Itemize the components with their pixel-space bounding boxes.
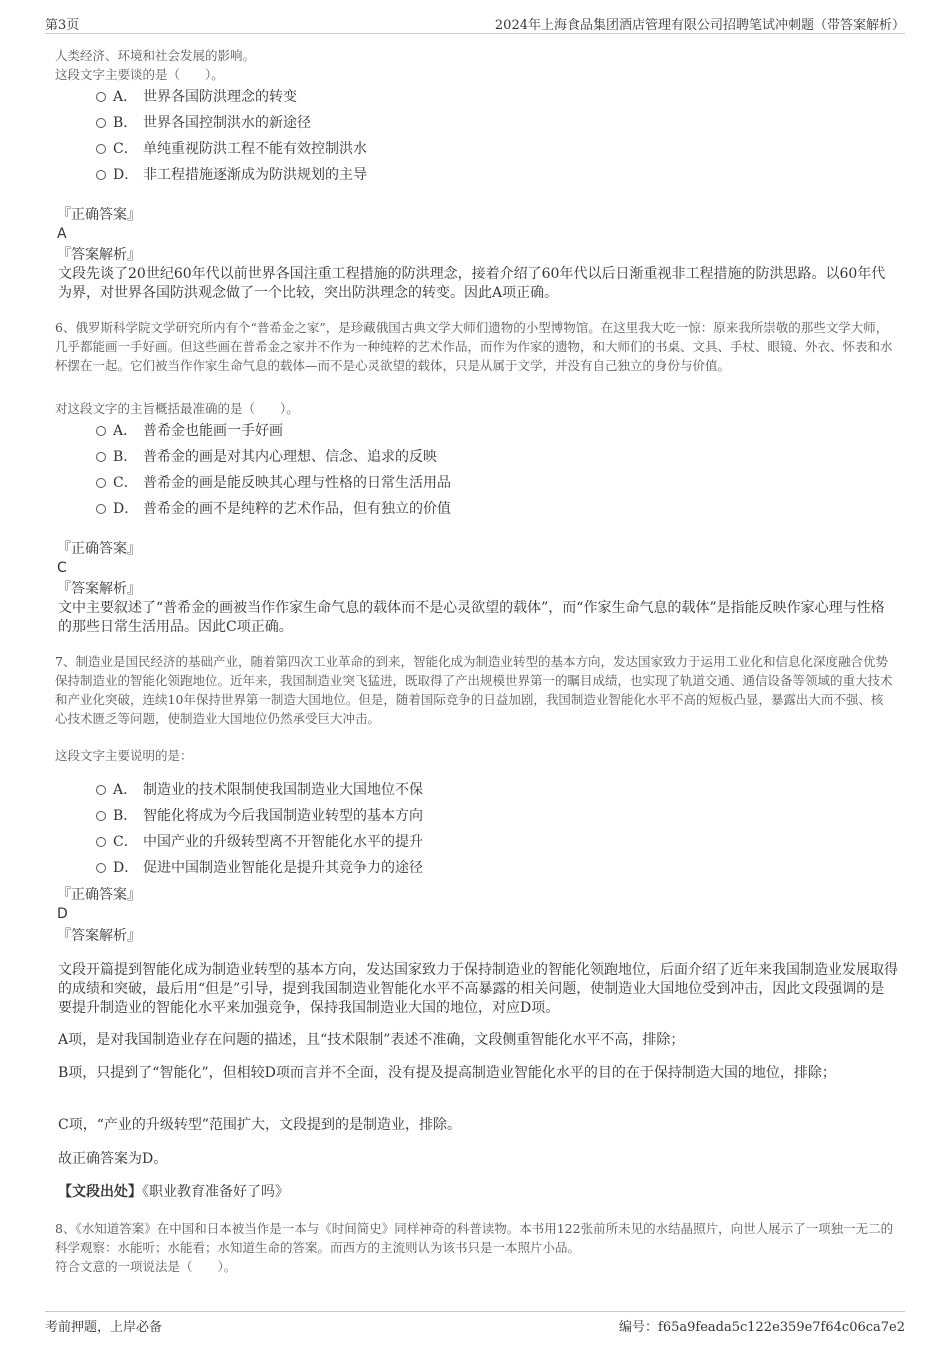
option-letter: A．: [113, 89, 138, 105]
footer-divider: [45, 1311, 905, 1312]
q5-analysis-label: 『答案解析』: [57, 247, 141, 263]
option-letter: B．: [113, 449, 138, 465]
q6-option-a[interactable]: [96, 421, 283, 441]
q8-prompt: 符合文意的一项说法是（ ）。: [55, 1259, 237, 1274]
option-letter: A．: [113, 423, 138, 439]
q7-source: [58, 1183, 898, 1202]
option-text: 普希金的画是能反映其心理与性格的日常生活用品: [143, 475, 451, 491]
q7-stem: 7、制造业是国民经济的基础产业，随着第四次工业革命的到来，智能化成为制造业转型的基本方向，发达国家致力于运用工业化和信息化深度融合优势保持制造业的智能化领跑地位。近年来，我国制造业突飞猛进，既取得了产出规模世界第一的瞩目成绩，也实现了轨道交通、通信设备等领域的重大技术和产业化突破，连续10年保持世界第一制造大国地位。但是，随着国际竞争的日益加剧，我国制造业智能化水平不高的短板凸显，暴露出大而不强、核心技术匮乏等问题，使制造业大国地位仍然承受巨大冲击。: [55, 654, 893, 726]
header-divider: [45, 33, 905, 34]
q7-prompt: 这段文字主要说明的是：: [55, 748, 193, 763]
q5-prompt: 这段文字主要谈的是（ ）。: [55, 67, 224, 82]
option-letter: C．: [113, 834, 138, 850]
q7-option-a[interactable]: [96, 780, 423, 800]
q7-answer: D: [57, 906, 68, 922]
q7-analysis-paragraph: C项，“产业的升级转型”范围扩大，文段提到的是制造业，排除。: [58, 1117, 462, 1133]
q7-source-title: 《职业教育准备好了吗》: [142, 1184, 289, 1200]
option-text: 制造业的技术限制使我国制造业大国地位不保: [143, 782, 423, 798]
footer-slogan: 考前押题，上岸必备: [45, 1320, 163, 1335]
radio-icon[interactable]: [96, 504, 106, 514]
radio-icon[interactable]: [96, 478, 106, 488]
option-letter: B．: [113, 115, 138, 131]
q5-answer-label: 『正确答案』: [57, 207, 141, 223]
q5-option-d[interactable]: [96, 165, 367, 185]
q7-analysis-paragraph: 故正确答案为D。: [58, 1151, 168, 1167]
option-text: 中国产业的升级转型离不开智能化水平的提升: [143, 834, 423, 850]
option-letter: D．: [113, 501, 139, 517]
option-text: 普希金也能画一手好画: [143, 423, 283, 439]
page-number: 第3页: [45, 18, 80, 33]
q7-analysis-paragraph: 文段开篇提到智能化成为制造业转型的基本方向，发达国家致力于保持制造业的智能化领跑地位，后面介绍了近年来我国制造业发展取得的成绩和突破，最后用“但是”引导，提到我国制造业智能化水平不高暴露的相关问题，使制造业大国地位受到冲击，因此文段强调的是要提升制造业的智能化水平来加强竞争，保持我国制造业大国的地位，对应D项。: [58, 962, 898, 1016]
radio-icon[interactable]: [96, 426, 106, 436]
radio-icon[interactable]: [96, 118, 106, 128]
option-text: 世界各国防洪理念的转变: [143, 89, 297, 105]
q6-analysis: 文中主要叙述了“普希金的画被当作作家生命气息的载体而不是心灵欲望的载体”，而“作家生命气息的载体”是指能反映作家心理与性格的那些日常生活用品。因此C项正确。: [58, 600, 885, 635]
q7-answer-label: 『正确答案』: [57, 887, 141, 903]
option-text: 世界各国控制洪水的新途径: [143, 115, 311, 131]
q5-answer: A: [57, 226, 67, 242]
option-text: 智能化将成为今后我国制造业转型的基本方向: [143, 808, 423, 824]
q6-stem: 6、俄罗斯科学院文学研究所内有个“普希金之家”，是珍藏俄国古典文学大师们遗物的小型博物馆。在这里我大吃一惊：原来我所崇敬的那些文学大师，几乎都能画一手好画。但这些画在普希金之家并不作为一种纯粹的艺术作品，而作为作家的遗物，和大师们的书桌、文具、手杖、眼镜、外衣、怀表和水杯摆在一起。它们被当作作家生命气息的载体—而不是心灵欲望的载体，只是从属于文学，并没有自己独立的身份与价值。: [55, 320, 893, 373]
option-letter: D．: [113, 860, 139, 876]
q6-option-c[interactable]: [96, 473, 451, 493]
q5-option-c[interactable]: [96, 139, 367, 159]
q6-option-d[interactable]: [96, 499, 451, 519]
q7-option-d[interactable]: [96, 858, 423, 878]
q6-analysis-label: 『答案解析』: [57, 581, 141, 597]
option-letter: A．: [113, 782, 138, 798]
q6-answer-label: 『正确答案』: [57, 541, 141, 557]
option-letter: D．: [113, 167, 139, 183]
q7-analysis-paragraph: B项，只提到了“智能化”，但相较D项而言并不全面，没有提及提高制造业智能化水平的目的在于保持制造大国的地位，排除；: [58, 1065, 836, 1081]
q7-option-b[interactable]: [96, 806, 423, 826]
q7-analysis-label: 『答案解析』: [57, 928, 141, 944]
option-text: 单纯重视防洪工程不能有效控制洪水: [143, 141, 367, 157]
radio-icon[interactable]: [96, 811, 106, 821]
radio-icon[interactable]: [96, 144, 106, 154]
option-letter: C．: [113, 141, 138, 157]
q7-option-c[interactable]: [96, 832, 423, 852]
radio-icon[interactable]: [96, 785, 106, 795]
q5-analysis: 文段先谈了20世纪60年代以前世界各国注重工程措施的防洪理念，接着介绍了60年代以后日渐重视非工程措施的防洪思路。以60年代为界，对世界各国防洪观念做了一个比较，突出防洪理念的转变。因此A项正确。: [58, 266, 886, 301]
option-text: 普希金的画不是纯粹的艺术作品，但有独立的价值: [143, 501, 451, 517]
option-text: 普希金的画是对其内心理想、信念、追求的反映: [143, 449, 437, 465]
radio-icon[interactable]: [96, 837, 106, 847]
q6-answer: C: [57, 560, 67, 576]
q5-stem-tail: 人类经济、环境和社会发展的影响。: [55, 48, 256, 63]
option-letter: B．: [113, 808, 138, 824]
radio-icon[interactable]: [96, 452, 106, 462]
option-letter: C．: [113, 475, 138, 491]
q8-stem: 8、《水知道答案》在中国和日本被当作是一本与《时间简史》同样神奇的科普读物。本书用122张前所未见的水结晶照片，向世人展示了一项独一无二的科学观察：水能听；水能看；水知道生命的答案。而西方的主流则认为该书只是一本照片小品。: [55, 1221, 894, 1255]
q7-analysis-paragraph: A项，是对我国制造业存在问题的描述，且“技术限制”表述不准确，文段侧重智能化水平不高，排除；: [58, 1032, 685, 1048]
document-title: 2024年上海食品集团酒店管理有限公司招聘笔试冲刺题（带答案解析）: [494, 18, 905, 33]
radio-icon[interactable]: [96, 170, 106, 180]
radio-icon[interactable]: [96, 863, 106, 873]
q7-source-label: 【文段出处】: [58, 1184, 142, 1200]
document-id: 编号：f65a9feada5c122e359e7f64c06ca7e2: [619, 1320, 905, 1335]
q6-prompt: 对这段文字的主旨概括最准确的是（ ）。: [55, 401, 299, 416]
q5-option-b[interactable]: [96, 113, 311, 133]
radio-icon[interactable]: [96, 92, 106, 102]
option-text: 促进中国制造业智能化是提升其竞争力的途径: [143, 860, 423, 876]
q6-option-b[interactable]: [96, 447, 437, 467]
q5-option-a[interactable]: [96, 87, 297, 107]
option-text: 非工程措施逐渐成为防洪规划的主导: [143, 167, 367, 183]
